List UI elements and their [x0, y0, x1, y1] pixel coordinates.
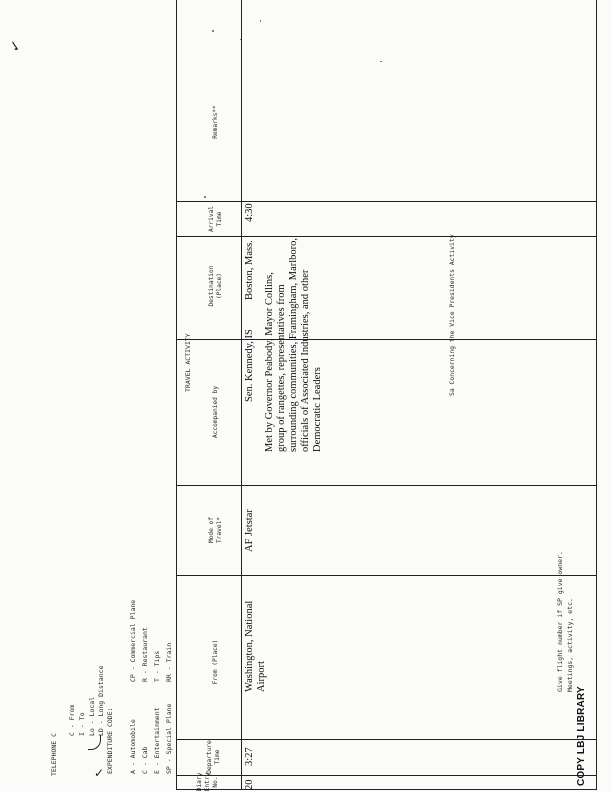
- expenditure-code: E - Entertainment: [153, 707, 161, 774]
- telephone-code: C - From: [68, 704, 76, 736]
- row-arrival-time: 4:30: [244, 203, 255, 222]
- column-divider: [176, 739, 596, 740]
- expenditure-code: A - Automobile: [129, 719, 137, 774]
- footnote: Give flight number if SP give owner.: [556, 551, 564, 692]
- column-divider: [176, 339, 596, 340]
- expenditure-code: R - Restaurant: [141, 627, 149, 682]
- telephone-code: Lo - Local: [88, 696, 96, 736]
- expenditure-code: T - Tips: [153, 650, 161, 682]
- check-mark-icon: ✓: [93, 765, 105, 780]
- remarks-line: surrounding communities, Framingham, Marlboro,: [288, 237, 299, 452]
- remarks-line: group of rangettes, representatives from: [276, 284, 287, 452]
- column-header-from-place: From (Place): [212, 639, 219, 685]
- column-header-departure-time: Departure Time: [206, 740, 221, 774]
- library-stamp: COPY LBJ LIBRARY: [576, 686, 587, 786]
- table-top-border: [176, 0, 177, 790]
- expenditure-label: EXPENDITURE CODE:: [106, 707, 114, 774]
- row-mode-of-travel: AF Jetstar: [244, 509, 255, 552]
- expenditure-code: CP - Commercial Plane: [129, 599, 137, 682]
- telephone-bracket: [88, 735, 101, 750]
- column-divider: [176, 789, 596, 790]
- column-divider: [176, 201, 596, 202]
- row-destination: Boston, Mass.: [244, 240, 255, 300]
- travel-section-title: TRAVEL ACTIVITY: [184, 333, 192, 392]
- scan-speck: [240, 39, 241, 40]
- column-header-arrival-time: Arrival Time: [208, 205, 223, 233]
- remarks-line: Met by Governor Peabody, Mayor Collins,: [264, 272, 275, 452]
- expenditure-code: RR - Train: [165, 642, 173, 682]
- row-from-place: Washington, National: [244, 600, 255, 692]
- scan-speck: [380, 61, 382, 62]
- column-divider: [176, 485, 596, 486]
- column-header-destination: Destination (Place): [208, 265, 223, 307]
- row-accompanied-by: Sen. Kennedy, IS: [244, 329, 255, 402]
- column-divider: [176, 236, 596, 237]
- row-from-place-line2: Airport: [256, 661, 267, 692]
- row-departure-time: 3:27: [244, 747, 255, 766]
- table-bottom-border: [596, 0, 597, 790]
- telephone-label: TELEPHONE C: [50, 732, 58, 776]
- column-header-mode-of-travel: Mode of Travel*: [208, 516, 223, 544]
- top-note: Sa Concerning the Vice Presidents Activity: [448, 234, 456, 396]
- table-header-divider: [241, 0, 242, 790]
- row-entry-number: 20: [244, 779, 255, 790]
- column-divider: [176, 775, 596, 776]
- column-header-diary-entry: Diary Entry No.: [196, 772, 219, 792]
- expenditure-code: SP - Special Plane: [165, 703, 173, 774]
- remarks-line: officials of Associated Industries, and other: [300, 269, 311, 452]
- check-mark-icon: ✓: [6, 37, 26, 55]
- column-header-remarks: Remarks**: [212, 105, 219, 139]
- column-header-accompanied-by: Accompanied by: [212, 385, 219, 439]
- telephone-code: I - To: [78, 712, 86, 736]
- footnote: Meetings, activity, etc.: [566, 598, 574, 692]
- telephone-code: LD - Long Distance: [97, 665, 105, 736]
- scan-speck: [260, 20, 261, 22]
- column-divider: [176, 575, 596, 576]
- scan-speck: [204, 196, 206, 198]
- expenditure-code: C - Cab: [141, 746, 149, 774]
- remarks-line: Democratic Leaders: [312, 367, 323, 452]
- scan-speck: [212, 30, 214, 32]
